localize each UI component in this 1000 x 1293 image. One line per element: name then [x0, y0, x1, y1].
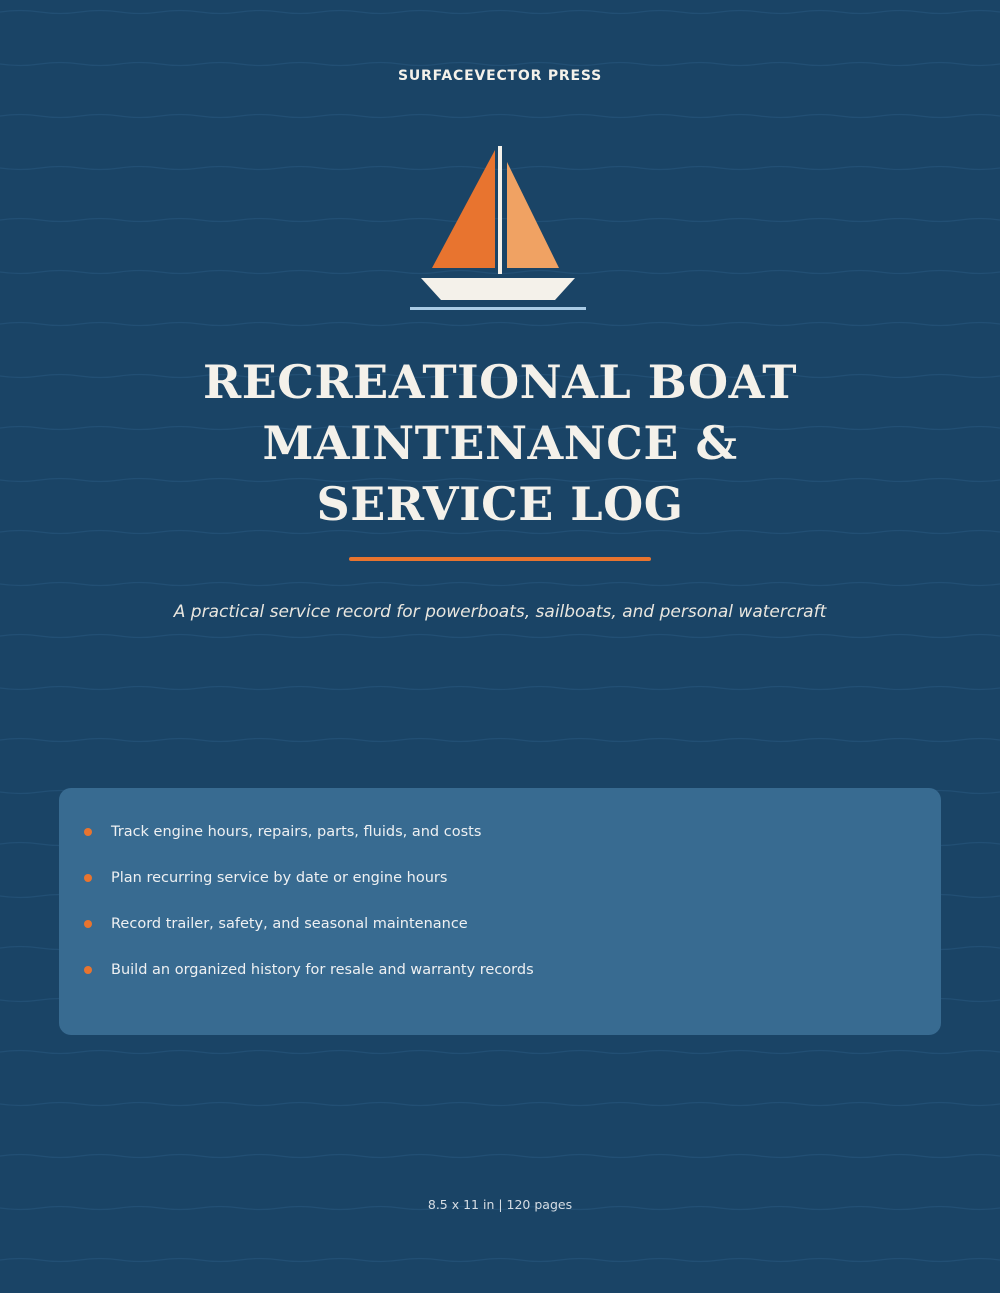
feature-text: Build an organized history for resale and warranty records [111, 962, 534, 978]
main-sail-shape [432, 150, 495, 268]
book-title [100, 352, 900, 535]
wave-line [0, 635, 1000, 638]
feature-text: Plan recurring service by date or engine hours [111, 870, 448, 886]
hull-shape [421, 278, 575, 300]
wave-line [0, 687, 1000, 690]
wave-line [0, 323, 1000, 326]
publisher-name: SURFACEVECTOR PRESS [398, 68, 602, 84]
feature-item [59, 820, 919, 844]
bullet-dot-icon [84, 920, 92, 928]
wave-line [0, 1155, 1000, 1158]
bullet-dot-icon [84, 874, 92, 882]
wave-line [0, 63, 1000, 66]
wave-line [0, 1259, 1000, 1262]
book-specs: 8.5 x 11 in | 120 pages [427, 1197, 573, 1212]
title-line: MAINTENANCE & [262, 416, 738, 470]
jib-sail-shape [507, 162, 559, 268]
title-divider [349, 557, 651, 561]
subtitle: A practical service record for powerboats, sailboats, and personal watercraft [173, 602, 827, 622]
bullet-dot-icon [84, 966, 92, 974]
feature-text: Record trailer, safety, and seasonal maintenance [111, 916, 468, 932]
title-line: RECREATIONAL BOAT [203, 355, 797, 409]
wave-line [0, 1051, 1000, 1054]
wave-line [0, 583, 1000, 586]
feature-text: Track engine hours, repairs, parts, fluids, and costs [111, 824, 482, 840]
wave-line [0, 739, 1000, 742]
feature-item [59, 866, 919, 890]
wave-line [0, 115, 1000, 118]
title-line: SERVICE LOG [316, 477, 684, 531]
mast-shape [498, 146, 502, 274]
features-panel [59, 788, 941, 1035]
feature-item [59, 912, 919, 936]
wave-line [0, 1103, 1000, 1106]
bullet-dot-icon [84, 828, 92, 836]
waterline-shape [410, 307, 586, 310]
feature-item [59, 958, 919, 982]
sailboat-icon [405, 142, 595, 314]
wave-line [0, 11, 1000, 14]
